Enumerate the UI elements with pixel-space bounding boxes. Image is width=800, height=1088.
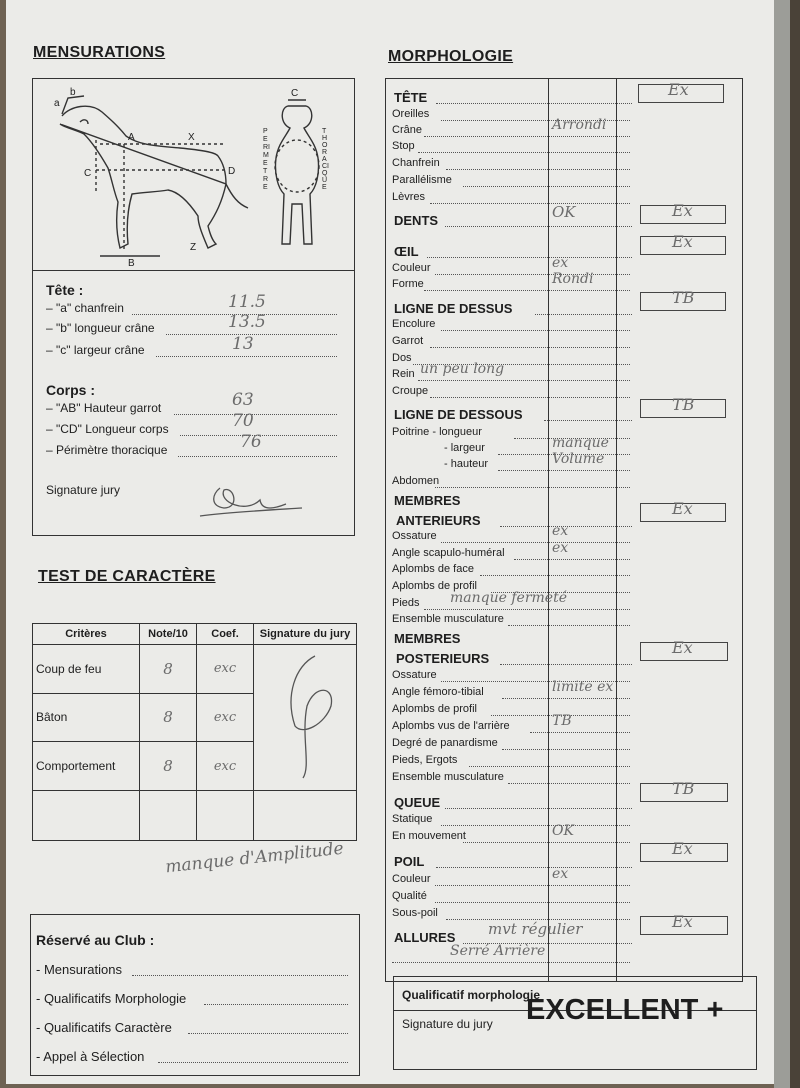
item-note: OK — [552, 823, 574, 839]
amplitude-note: manque d'Amplitude — [164, 838, 345, 878]
item-label: Angle fémoro-tibial — [392, 686, 484, 698]
mensurations-title: MENSURATIONS — [33, 44, 166, 61]
dots — [441, 825, 630, 826]
dots — [132, 975, 348, 976]
item-label: Aplombs vus de l'arrière — [392, 720, 510, 732]
club-item-selection: - Appel à Sélection — [36, 1049, 145, 1064]
tete-b-value: 13.5 — [228, 312, 266, 332]
critere-cell: Comportement — [33, 742, 140, 791]
grade-value: Ex — [672, 201, 693, 220]
table-edge — [790, 0, 800, 1088]
corps-ab-value: 63 — [232, 390, 254, 410]
qualificatif-value: EXCELLENT + — [526, 994, 724, 1026]
grade-value: Ex — [672, 638, 693, 657]
item-label: Aplombs de profil — [392, 580, 477, 592]
critere-cell: Coup de feu — [33, 645, 140, 694]
note-cell: 8 — [163, 659, 173, 678]
grade-value: Ex — [668, 80, 689, 99]
item-note: manque — [552, 435, 609, 451]
section-head: POIL — [394, 854, 425, 869]
dots — [430, 203, 630, 204]
corps-perimetre-value: 76 — [240, 432, 262, 452]
diagram-label-C: C — [84, 168, 92, 179]
tete-a-value: 11.5 — [228, 292, 266, 312]
corps-ab-label: – "AB" Hauteur garrot — [46, 401, 162, 415]
item-label: Poitrine - longueur — [392, 426, 482, 438]
grade-value: Ex — [672, 232, 693, 251]
grade-value: Ex — [672, 912, 693, 931]
item-label: Rein — [392, 368, 415, 380]
dots — [445, 808, 632, 809]
table-row — [33, 791, 357, 841]
item-label: Ossature — [392, 669, 437, 681]
item-label: Garrot — [392, 335, 424, 347]
dots — [430, 397, 630, 398]
grade-value: Ex — [672, 839, 693, 858]
jury-signature-2 — [255, 646, 355, 786]
section-note: mvt régulier — [488, 920, 583, 938]
dots — [535, 314, 632, 315]
item-label: Sous-poil — [392, 907, 438, 919]
section-head: MEMBRES — [394, 631, 461, 646]
dots — [158, 1062, 348, 1063]
tete-c-label: – "c" largeur crâne — [46, 343, 145, 357]
item-label: Pieds — [392, 597, 420, 609]
dots — [156, 356, 337, 357]
test-table — [32, 623, 357, 841]
section-head: LIGNE DE DESSUS — [394, 301, 513, 316]
mensurations-divider — [33, 270, 354, 271]
coef-cell: exc — [213, 758, 237, 774]
dots — [480, 575, 630, 576]
club-item-caractere: - Qualificatifs Caractère — [36, 1020, 172, 1035]
test-title: TEST DE CARACTÈRE — [38, 568, 216, 585]
header-signature: Signature du jury — [254, 624, 357, 645]
note-cell: 8 — [163, 708, 173, 727]
item-label: - largeur — [444, 442, 485, 454]
dots — [418, 380, 630, 381]
section-head: DENTS — [394, 213, 439, 228]
mensurations-signature-label: Signature jury — [46, 483, 121, 497]
diagram-label-C-front: C — [291, 88, 299, 99]
dots — [435, 487, 630, 488]
item-note: TB — [552, 713, 572, 729]
item-label: Couleur — [392, 262, 431, 274]
critere-cell: Bâton — [33, 693, 140, 742]
dots — [508, 783, 630, 784]
corps-cd-label: – "CD" Longueur corps — [46, 422, 169, 436]
item-note: ex — [552, 866, 569, 882]
item-note: Arrondi — [552, 117, 607, 133]
dots — [463, 842, 630, 843]
section-note: OK — [552, 203, 576, 221]
item-label: Crâne — [392, 124, 422, 136]
tete-title: Tête : — [46, 282, 84, 298]
tete-b-label: – "b" longueur crâne — [46, 321, 155, 335]
item-label: - hauteur — [444, 458, 489, 470]
item-label: Croupe — [392, 385, 429, 397]
note-cell: 8 — [163, 757, 173, 776]
dots — [427, 257, 632, 258]
signature-cell-empty — [254, 791, 357, 841]
item-label: Pieds, Ergots — [392, 754, 458, 766]
dots — [174, 414, 337, 415]
item-note: ex — [552, 523, 569, 539]
club-title: Réservé au Club : — [36, 932, 155, 948]
item-label: Encolure — [392, 318, 436, 330]
perimetre-vertical-label: PERIMETRE — [263, 128, 270, 191]
dots — [498, 470, 630, 471]
item-label: Stop — [392, 140, 415, 152]
item-label: En mouvement — [392, 830, 466, 842]
dots — [446, 169, 630, 170]
item-note: ex — [552, 255, 569, 271]
section-head: QUEUE — [394, 795, 441, 810]
diagram-label-Z: Z — [190, 242, 197, 253]
dots — [500, 664, 632, 665]
dots — [424, 290, 630, 291]
grade-value: TB — [672, 288, 695, 307]
grade-value: TB — [672, 395, 695, 414]
tete-a-label: – "a" chanfrein — [46, 301, 124, 315]
item-note: un peu long — [420, 361, 505, 377]
dots — [469, 766, 630, 767]
dots — [463, 186, 630, 187]
item-label: Parallélisme — [392, 174, 452, 186]
tete-c-value: 13 — [232, 334, 254, 354]
dots — [392, 962, 630, 963]
critere-cell — [33, 791, 140, 841]
diagram-label-B: B — [128, 258, 135, 269]
dots — [204, 1004, 348, 1005]
thoracique-vertical-label: THORACIQUE — [322, 128, 329, 191]
grade-value: TB — [672, 779, 695, 798]
corps-cd-value: 70 — [232, 411, 254, 431]
item-note: manque fermeté — [450, 590, 567, 606]
dots — [436, 867, 632, 868]
item-label: Aplombs de profil — [392, 703, 477, 715]
item-note: limite ex — [552, 679, 614, 695]
dots — [508, 625, 630, 626]
diagram-label-b: b — [70, 87, 76, 98]
item-label: Couleur — [392, 873, 431, 885]
item-label: Ensemble musculature — [392, 613, 504, 625]
item-note: ex — [552, 540, 569, 556]
dots — [436, 103, 632, 104]
section-head: ALLURES — [394, 930, 456, 945]
diagram-label-A: A — [128, 132, 135, 143]
dots — [424, 609, 630, 610]
item-label: Chanfrein — [392, 157, 440, 169]
dots — [435, 902, 630, 903]
item-note: Rondi — [552, 271, 594, 287]
item-label: Ossature — [392, 530, 437, 542]
dots — [435, 885, 630, 886]
item-label: Aplombs de face — [392, 563, 474, 575]
dots — [424, 136, 630, 137]
diagram-label-D: D — [228, 166, 236, 177]
dots — [418, 152, 630, 153]
item-label: Forme — [392, 278, 424, 290]
item-label: Statique — [392, 813, 433, 825]
grade-value: Ex — [672, 499, 693, 518]
diagram-label-a: a — [54, 98, 60, 109]
section-head: ŒIL — [394, 244, 419, 259]
section-head: TÊTE — [394, 90, 428, 105]
item-label: Degré de panardisme — [392, 737, 498, 749]
item-label: Qualité — [392, 890, 427, 902]
section-head-2: ANTERIEURS — [396, 513, 481, 528]
dots — [441, 330, 630, 331]
section-head: MEMBRES — [394, 493, 461, 508]
item-note: Serré Arrière — [450, 943, 546, 959]
item-label: Ensemble musculature — [392, 771, 504, 783]
item-label: Abdomen — [392, 475, 440, 487]
table-row — [33, 645, 357, 694]
header-note: Note/10 — [140, 624, 197, 645]
dots — [514, 559, 630, 560]
signature-cell — [254, 645, 357, 791]
coef-cell: exc — [213, 709, 237, 725]
section-head-2: POSTERIEURS — [396, 651, 490, 666]
header-criteres: Critères — [33, 624, 140, 645]
dots — [441, 542, 630, 543]
header-coef: Coef. — [197, 624, 254, 645]
item-note: Volume — [552, 451, 605, 467]
dots — [188, 1033, 348, 1034]
section-head: LIGNE DE DESSOUS — [394, 407, 523, 422]
dots — [430, 347, 630, 348]
dog-diagram — [40, 84, 350, 269]
item-label: Oreilles — [392, 108, 430, 120]
note-cell — [140, 791, 197, 841]
club-item-mensurations: - Mensurations — [36, 962, 122, 977]
dots — [445, 226, 632, 227]
coef-cell: exc — [213, 661, 237, 677]
dots — [530, 732, 630, 733]
diagram-label-X: X — [188, 132, 195, 143]
col-divider-2 — [616, 78, 617, 982]
corps-perimetre-label: – Périmètre thoracique — [46, 443, 168, 457]
dots — [178, 456, 337, 457]
dots — [544, 420, 632, 421]
coef-cell — [197, 791, 254, 841]
morphologie-signature-label: Signature du jury — [402, 1017, 493, 1031]
jury-signature-1 — [190, 474, 310, 524]
item-label: Angle scapulo-huméral — [392, 547, 505, 559]
item-label: Dos — [392, 352, 412, 364]
morphologie-title: MORPHOLOGIE — [388, 48, 514, 65]
dots — [435, 274, 630, 275]
item-label: Lèvres — [392, 191, 426, 203]
qualificatif-label: Qualificatif morphologie — [402, 988, 541, 1002]
dots — [502, 698, 630, 699]
dots — [502, 749, 630, 750]
col-divider-1 — [548, 78, 549, 982]
corps-title: Corps : — [46, 382, 95, 398]
club-item-morphologie: - Qualificatifs Morphologie — [36, 991, 187, 1006]
